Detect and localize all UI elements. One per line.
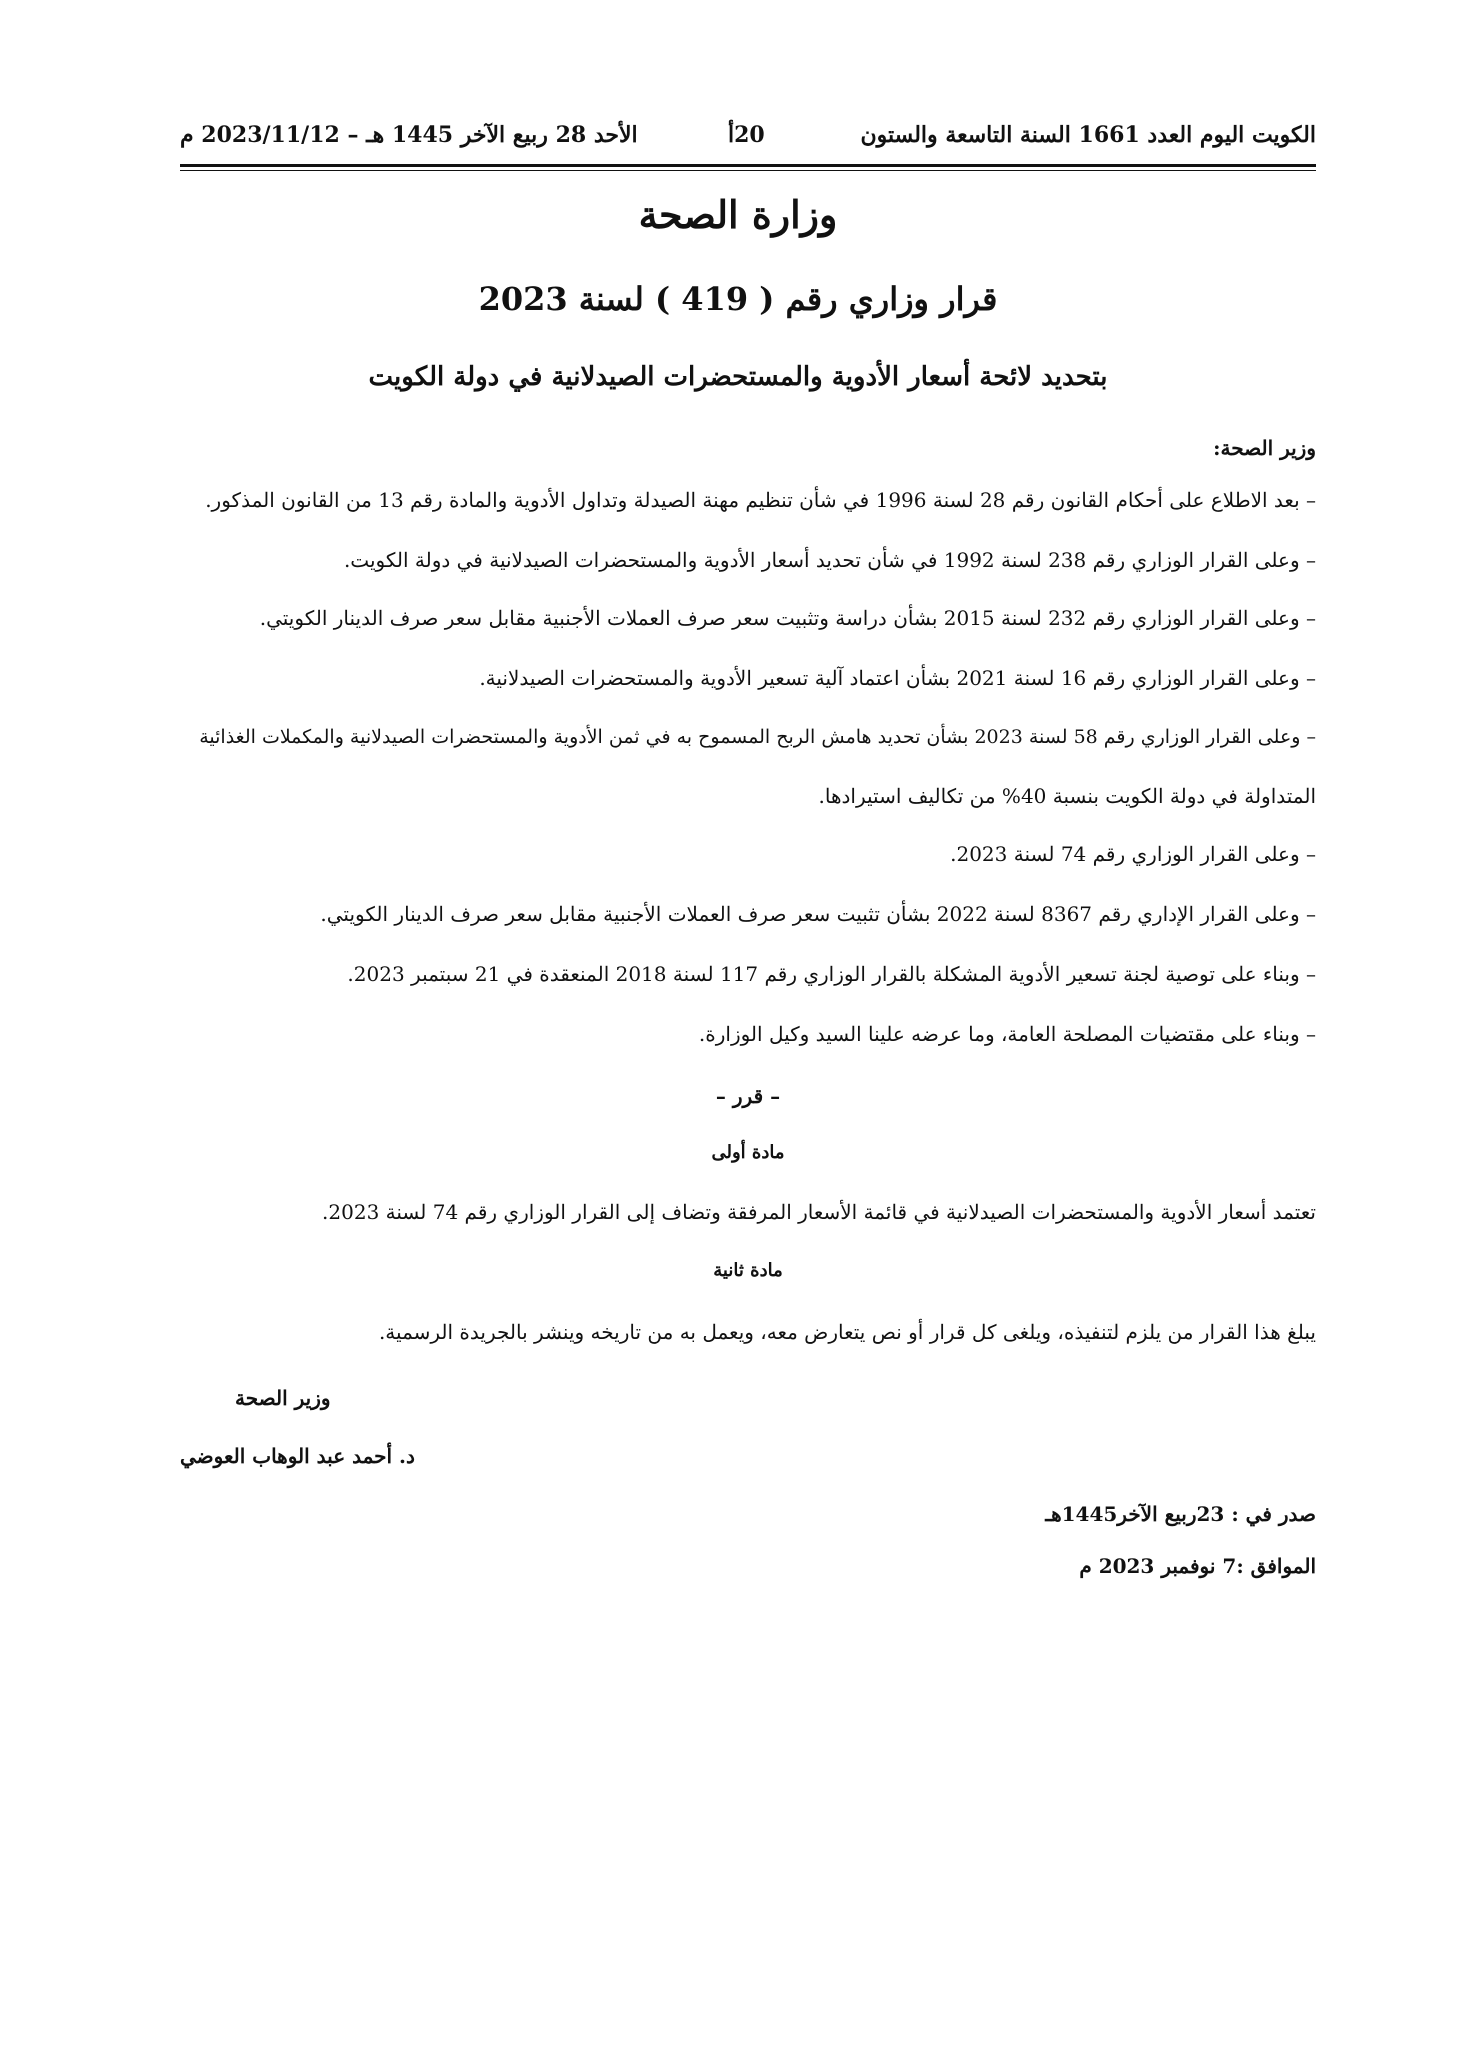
clause-2: – وعلى القرار الوزاري رقم 238 لسنة 1992 في شأن تحديد أسعار الأدوية والمستحضرات الصيدلانية في دولة الكويت.: [343, 548, 1316, 572]
clause-4: – وعلى القرار الوزاري رقم 16 لسنة 2021 بشأن اعتماد آلية تسعير الأدوية والمستحضرات الصيدلانية.: [479, 666, 1316, 690]
header-issue-info: الكويت اليوم العدد 1661 السنة التاسعة والستون: [860, 122, 1316, 148]
decided-heading: – قرر –: [715, 1084, 781, 1108]
signature-title: وزير الصحة: [235, 1386, 331, 1410]
clause-8: – وبناء على توصية لجنة تسعير الأدوية المشكلة بالقرار الوزاري رقم 117 لسنة 2018 المنعقدة في 21 سبتمبر 2023.: [347, 962, 1316, 986]
decision-subject: بتحديد لائحة أسعار الأدوية والمستحضرات الصيدلانية في دولة الكويت: [368, 362, 1108, 392]
article-1-text: تعتمد أسعار الأدوية والمستحضرات الصيدلانية في قائمة الأسعار المرفقة وتضاف إلى القرار الوزاري رقم 74 لسنة 2023.: [322, 1200, 1316, 1224]
signature-name: د. أحمد عبد الوهاب العوضي: [180, 1444, 415, 1468]
issued-hijri-date: صدر في : 23ربيع الآخر1445هـ: [1045, 1502, 1316, 1526]
issued-gregorian-date: الموافق :7 نوفمبر 2023 م: [1079, 1554, 1316, 1578]
article-1-title: مادة أولى: [711, 1142, 785, 1163]
article-2-text: يبلغ هذا القرار من يلزم لتنفيذه، ويلغى كل قرار أو نص يتعارض معه، ويعمل به من تاريخه وينشر بالجريدة الرسمية.: [378, 1320, 1316, 1344]
decision-title: قرار وزاري رقم ( 419 ) لسنة 2023: [478, 280, 998, 318]
clause-1: – بعد الاطلاع على أحكام القانون رقم 28 لسنة 1996 في شأن تنظيم مهنة الصيدلة وتداول الأدوية والمادة رقم 13 من القانون المذكور.: [205, 488, 1316, 512]
ministry-title: وزارة الصحة: [638, 192, 838, 237]
clause-5-continued: المتداولة في دولة الكويت بنسبة 40% من تكاليف استيرادها.: [818, 784, 1316, 808]
gazette-header: [180, 122, 1316, 162]
clause-5: – وعلى القرار الوزاري رقم 58 لسنة 2023 بشأن تحديد هامش الربح المسموح به في ثمن الأدوية والمستحضرات الصيدلانية والمكملات الغذائية: [199, 726, 1316, 748]
clause-7: – وعلى القرار الإداري رقم 8367 لسنة 2022 بشأن تثبيت سعر صرف العملات الأجنبية مقابل سعر صرف الدينار الكويتي.: [320, 902, 1316, 926]
clause-9: – وبناء على مقتضيات المصلحة العامة، وما عرضه علينا السيد وكيل الوزارة.: [698, 1022, 1316, 1046]
header-page-number: 20أ: [728, 122, 765, 148]
header-rule-thick: [180, 164, 1316, 167]
clause-6: – وعلى القرار الوزاري رقم 74 لسنة 2023.: [950, 842, 1316, 866]
article-2-title: مادة ثانية: [713, 1260, 783, 1281]
header-date: الأحد 28 ربيع الآخر 1445 هـ – 2023/11/12 م: [180, 122, 638, 148]
header-rule-thin: [180, 170, 1316, 171]
intro-line: وزير الصحة:: [1213, 436, 1316, 460]
clause-3: – وعلى القرار الوزاري رقم 232 لسنة 2015 بشأن دراسة وتثبيت سعر صرف العملات الأجنبية مقابل سعر صرف الدينار الكويتي.: [259, 606, 1316, 630]
